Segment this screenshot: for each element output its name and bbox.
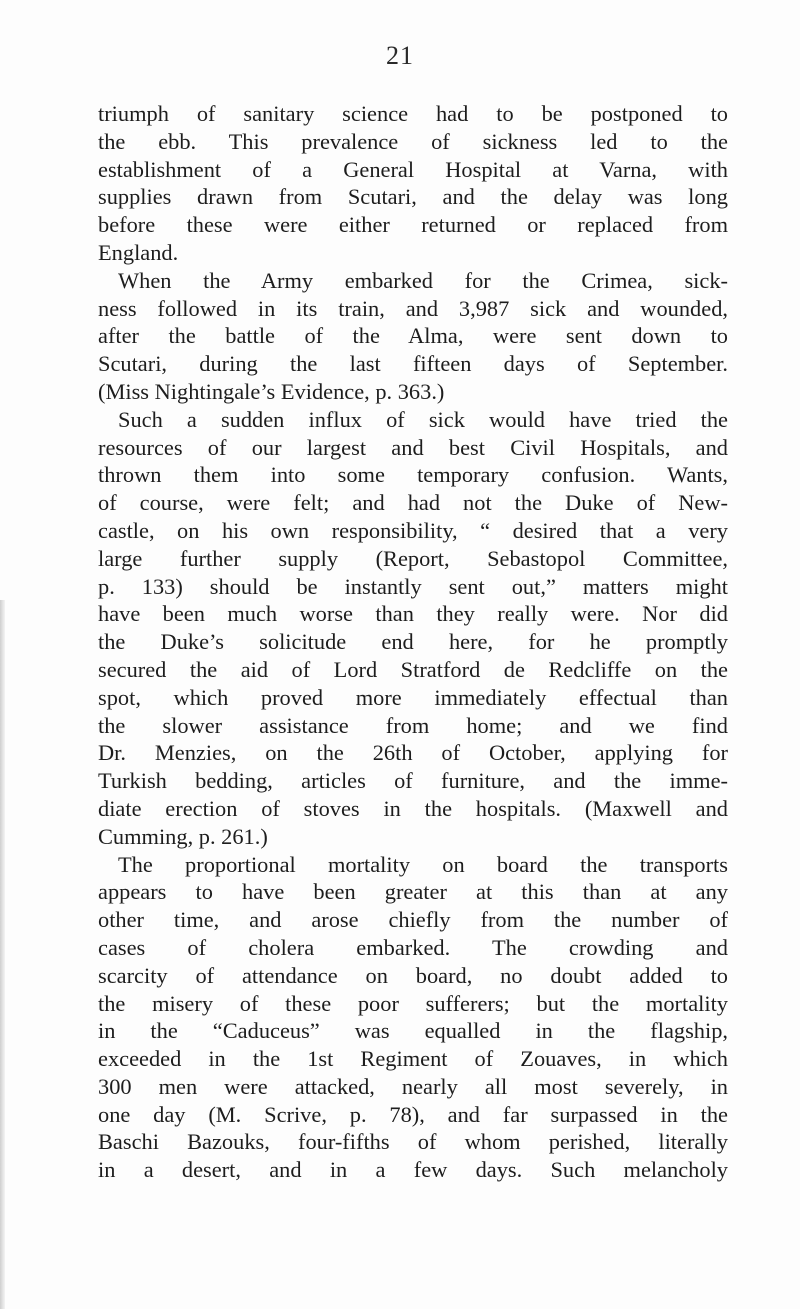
- text-line: of course, were felt; and had not the Duke of New-: [98, 490, 728, 516]
- text-line: the Duke’s solicitude end here, for he promptly: [98, 629, 728, 655]
- text-line: in the “Caduceus” was equalled in the flagship,: [98, 1018, 728, 1044]
- text-line: 300 men were attacked, nearly all most severely, in: [98, 1073, 728, 1099]
- text-line: Baschi Bazouks, four-fifths of whom perished, literally: [98, 1129, 728, 1155]
- text-line: Cumming, p. 261.): [98, 823, 268, 849]
- text-line: the slower assistance from home; and we find: [98, 712, 728, 738]
- text-line: When the Army embarked for the Crimea, sick-: [118, 267, 728, 293]
- text-line: other time, and arose chiefly from the number of: [98, 907, 728, 933]
- text-line: castle, on his own responsibility, “ desired that a very: [98, 517, 728, 543]
- text-line: establishment of a General Hospital at Varna, with: [98, 156, 728, 182]
- text-line: the misery of these poor sufferers; but the mortality: [98, 990, 728, 1016]
- text-line: large further supply (Report, Sebastopol Committee,: [98, 545, 728, 571]
- text-line: Dr. Menzies, on the 26th of October, applying for: [98, 740, 728, 766]
- text-line: triumph of sanitary science had to be postponed to: [98, 101, 728, 126]
- text-line: the ebb. This prevalence of sickness led to the: [98, 128, 728, 154]
- text-line: one day (M. Scrive, p. 78), and far surpassed in the: [98, 1101, 728, 1127]
- text-line: cases of cholera embarked. The crowding and: [98, 934, 728, 960]
- text-line: after the battle of the Alma, were sent down to: [98, 323, 728, 349]
- text-line: exceeded in the 1st Regiment of Zouaves, in which: [98, 1046, 728, 1072]
- page-edge-shadow: [0, 600, 5, 1309]
- text-line: England.: [98, 239, 179, 265]
- text-line: Scutari, during the last fifteen days of September.: [98, 351, 728, 377]
- text-line: diate erection of stoves in the hospitals. (Maxwell and: [98, 795, 728, 821]
- text-line: spot, which proved more immediately effectual than: [98, 684, 728, 710]
- text-line: p. 133) should be instantly sent out,” matters might: [98, 573, 728, 599]
- text-line: Such a sudden influx of sick would have tried the: [118, 406, 728, 432]
- text-line: supplies drawn from Scutari, and the delay was long: [98, 184, 728, 210]
- text-line: (Miss Nightingale’s Evidence, p. 363.): [98, 378, 445, 404]
- text-line: Turkish bedding, articles of furniture, and the imme-: [98, 768, 728, 794]
- page-number: 21: [386, 41, 414, 70]
- text-line: secured the aid of Lord Stratford de Redcliffe on the: [98, 656, 728, 682]
- text-line: appears to have been greater at this than at any: [98, 879, 728, 905]
- text-line: in a desert, and in a few days. Such melancholy: [98, 1157, 728, 1183]
- text-line: before these were either returned or replaced from: [98, 212, 728, 238]
- body-text: [98, 100, 728, 1184]
- text-line: ness followed in its train, and 3,987 sick and wounded,: [98, 295, 728, 321]
- text-line: thrown them into some temporary confusion. Wants,: [98, 462, 728, 488]
- text-line: scarcity of attendance on board, no doubt added to: [98, 962, 728, 988]
- text-line: resources of our largest and best Civil Hospitals, and: [98, 434, 728, 460]
- text-line: have been much worse than they really were. Nor did: [98, 601, 728, 627]
- text-line: The proportional mortality on board the transports: [118, 851, 728, 877]
